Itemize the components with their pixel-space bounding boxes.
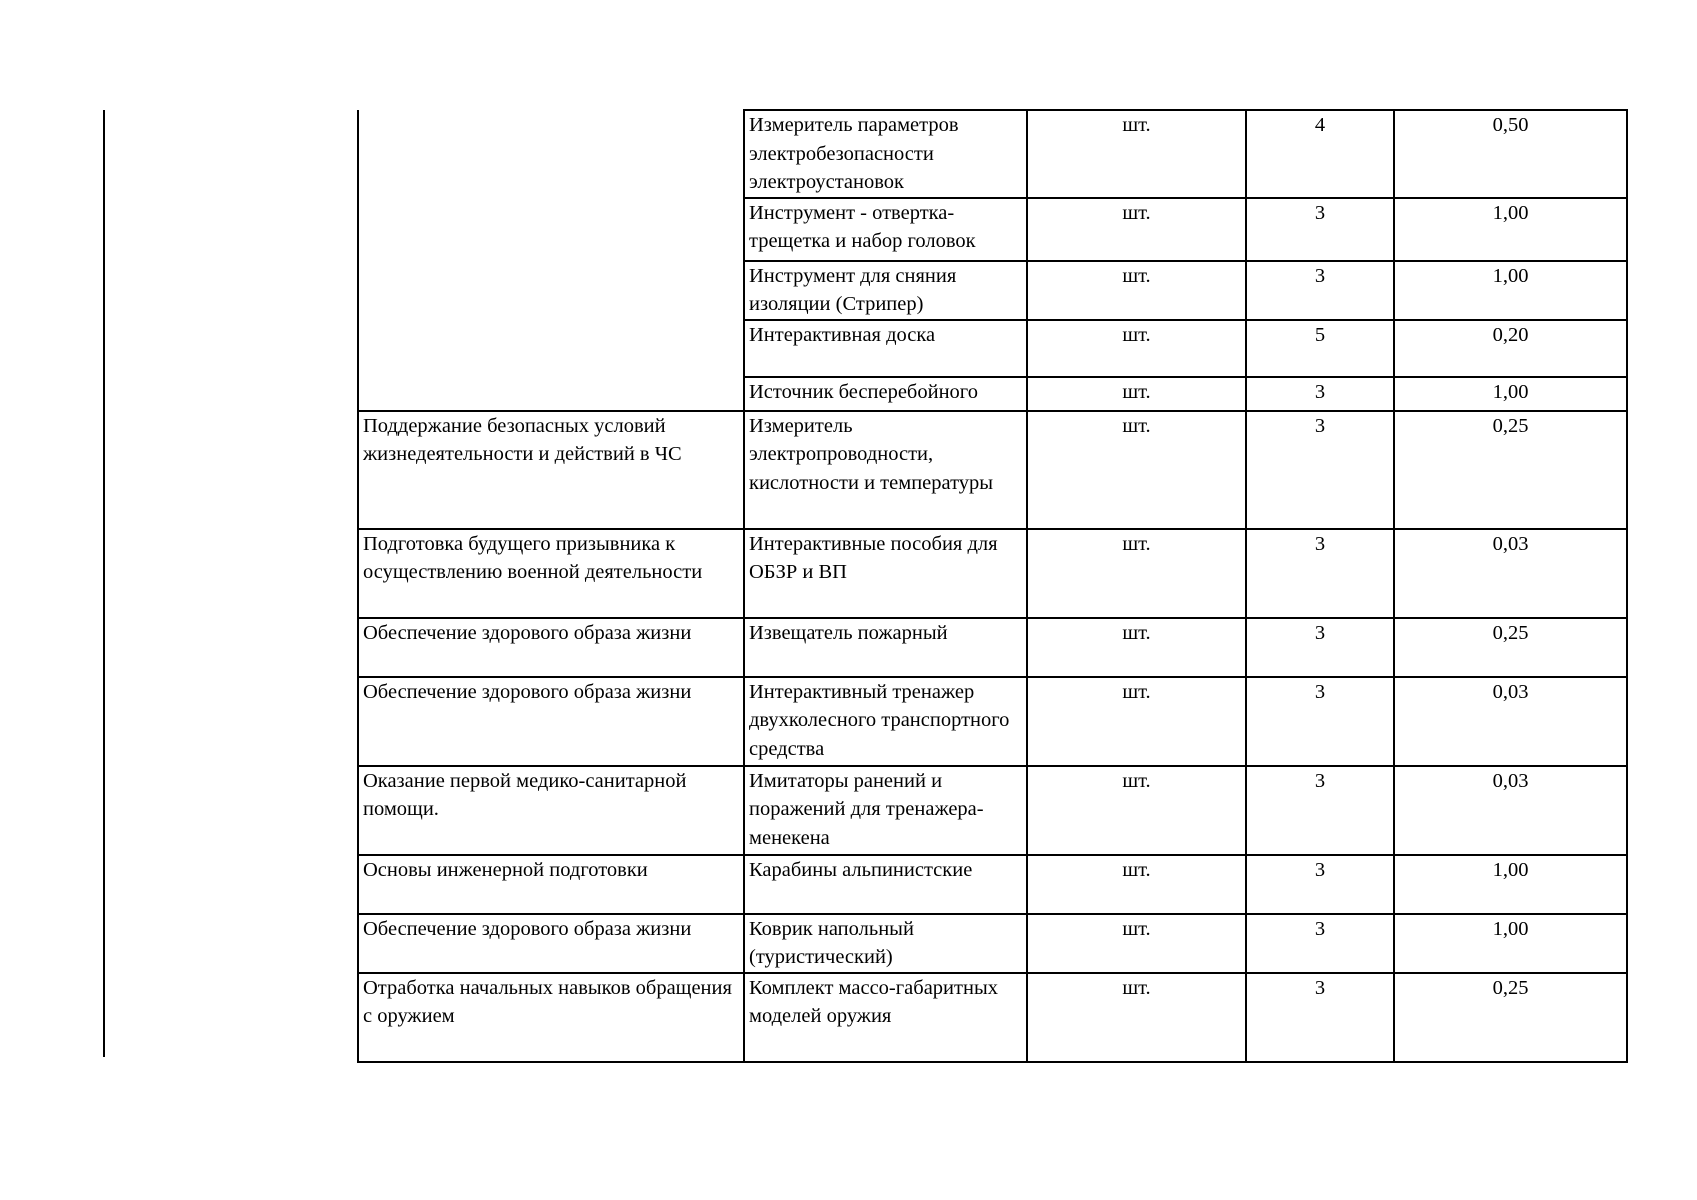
quantity-cell: 3: [1246, 973, 1394, 1062]
unit-cell: шт.: [1027, 618, 1246, 677]
quantity-cell: 3: [1246, 411, 1394, 529]
norm-cell: 0,50: [1394, 110, 1627, 198]
left-margin-rule: [103, 110, 105, 1057]
norm-cell: 1,00: [1394, 914, 1627, 973]
topic-cell: Основы инженерной подготовки: [358, 855, 744, 914]
table-row: [358, 529, 1627, 618]
item-name-cell: Измеритель параметров электробезопасности электроустановок: [744, 110, 1027, 198]
quantity-cell: 4: [1246, 110, 1394, 198]
quantity-cell: 3: [1246, 855, 1394, 914]
topic-cell: Обеспечение здорового образа жизни: [358, 914, 744, 973]
topic-cell: Поддержание безопасных условий жизнедеятельности и действий в ЧС: [358, 411, 744, 529]
norm-cell: 1,00: [1394, 855, 1627, 914]
item-name-cell: Коврик напольный (туристический): [744, 914, 1027, 973]
norm-cell: 0,03: [1394, 529, 1627, 618]
item-name-cell: Интерактивный тренажер двухколесного транспортного средства: [744, 677, 1027, 766]
item-name-cell: Извещатель пожарный: [744, 618, 1027, 677]
quantity-cell: 3: [1246, 677, 1394, 766]
table-row: [358, 914, 1627, 973]
unit-cell: шт.: [1027, 914, 1246, 973]
norm-cell: 1,00: [1394, 261, 1627, 320]
unit-cell: шт.: [1027, 377, 1246, 411]
table-row: [358, 618, 1627, 677]
item-name-cell: Измеритель электропроводности, кислотности и температуры: [744, 411, 1027, 529]
item-name-cell: Инструмент - отвертка-трещетка и набор головок: [744, 198, 1027, 261]
norm-cell: 0,25: [1394, 618, 1627, 677]
norm-cell: 1,00: [1394, 198, 1627, 261]
topic-cell: Подготовка будущего призывника к осуществлению военной деятельности: [358, 529, 744, 618]
norm-cell: 0,03: [1394, 677, 1627, 766]
table-row: [358, 411, 1627, 529]
unit-cell: шт.: [1027, 766, 1246, 855]
item-name-cell: Источник бесперебойного: [744, 377, 1027, 411]
topic-cell: Обеспечение здорового образа жизни: [358, 618, 744, 677]
item-name-cell: Интерактивная доска: [744, 320, 1027, 377]
item-name-cell: Интерактивные пособия для ОБЗР и ВП: [744, 529, 1027, 618]
topic-cell: Оказание первой медико-санитарной помощи.: [358, 766, 744, 855]
norm-cell: 1,00: [1394, 377, 1627, 411]
table-row: [358, 677, 1627, 766]
unit-cell: шт.: [1027, 855, 1246, 914]
unit-cell: шт.: [1027, 529, 1246, 618]
quantity-cell: 3: [1246, 377, 1394, 411]
unit-cell: шт.: [1027, 973, 1246, 1062]
norm-cell: 0,03: [1394, 766, 1627, 855]
table-row: [358, 766, 1627, 855]
unit-cell: шт.: [1027, 110, 1246, 198]
unit-cell: шт.: [1027, 261, 1246, 320]
quantity-cell: 3: [1246, 766, 1394, 855]
unit-cell: шт.: [1027, 198, 1246, 261]
item-name-cell: Инструмент для сняния изоляции (Стрипер): [744, 261, 1027, 320]
quantity-cell: 3: [1246, 529, 1394, 618]
topic-cell: Отработка начальных навыков обращения с оружием: [358, 973, 744, 1062]
norm-cell: 0,25: [1394, 973, 1627, 1062]
quantity-cell: 3: [1246, 618, 1394, 677]
equipment-table: [357, 109, 1628, 1063]
item-name-cell: Комплект массо-габаритных моделей оружия: [744, 973, 1027, 1062]
unit-cell: шт.: [1027, 411, 1246, 529]
quantity-cell: 3: [1246, 198, 1394, 261]
table-row: [358, 855, 1627, 914]
topic-cell: Обеспечение здорового образа жизни: [358, 677, 744, 766]
table-row: [358, 110, 1627, 198]
table-row: [358, 973, 1627, 1062]
topic-cell: [358, 110, 744, 411]
item-name-cell: Карабины альпинистские: [744, 855, 1027, 914]
quantity-cell: 5: [1246, 320, 1394, 377]
item-name-cell: Имитаторы ранений и поражений для тренажера-менекена: [744, 766, 1027, 855]
norm-cell: 0,20: [1394, 320, 1627, 377]
unit-cell: шт.: [1027, 320, 1246, 377]
quantity-cell: 3: [1246, 261, 1394, 320]
unit-cell: шт.: [1027, 677, 1246, 766]
quantity-cell: 3: [1246, 914, 1394, 973]
norm-cell: 0,25: [1394, 411, 1627, 529]
